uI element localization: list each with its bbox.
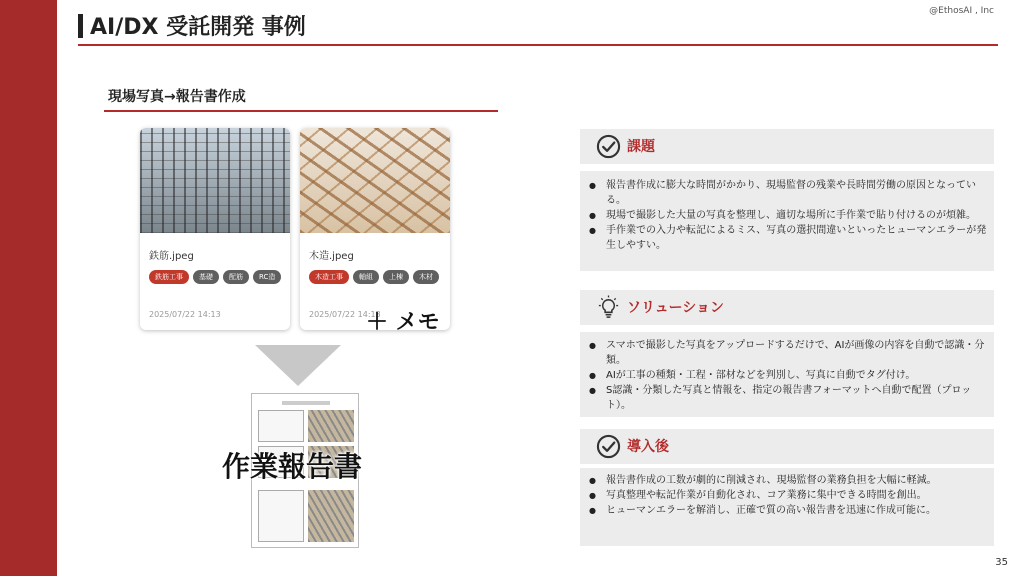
document-cell xyxy=(258,490,304,542)
slide-title: AI/DX 受託開発 事例 xyxy=(90,15,306,40)
document-header xyxy=(282,401,330,405)
document-photo xyxy=(308,410,354,442)
result-panel-header xyxy=(580,429,994,464)
section-subtitle: 現場写真→報告書作成 xyxy=(108,89,246,105)
company-name: @EthosAI , Inc xyxy=(929,6,994,16)
lightbulb-icon xyxy=(596,295,621,320)
document-cell xyxy=(258,410,304,442)
title-divider xyxy=(78,44,998,46)
photo-card-rebar[interactable] xyxy=(140,128,290,330)
tag: 木材 xyxy=(413,270,439,284)
issue-list xyxy=(580,178,994,253)
tag-list xyxy=(149,270,282,284)
rebar-photo xyxy=(140,128,290,233)
solution-panel-header xyxy=(580,290,994,325)
tag-list xyxy=(309,270,442,284)
result-panel-body xyxy=(580,468,994,546)
card-date: 2025/07/22 14:13 xyxy=(309,310,381,319)
solution-panel-title: ソリューション xyxy=(627,300,725,316)
list-item: ● 手作業での入力や転記によるミス、写真の選択間違いといったヒューマンエラーが発生しやすい。 xyxy=(580,223,994,253)
wood-frame-photo xyxy=(300,128,450,233)
result-list xyxy=(580,473,994,518)
page-number: 35 xyxy=(995,557,1008,568)
tag: 上棟 xyxy=(383,270,409,284)
issue-panel-body xyxy=(580,171,994,271)
issue-panel-header xyxy=(580,129,994,164)
photo-card-wood[interactable] xyxy=(300,128,450,330)
left-accent-bar xyxy=(0,0,57,576)
list-item: ● 現場で撮影した大量の写真を整理し、適切な場所に手作業で貼り付けるのが煩雑。 xyxy=(580,208,994,223)
list-item: ● 報告書作成に膨大な時間がかかり、現場監督の残業や長時間労働の原因となっている。 xyxy=(580,178,994,208)
list-item: ● ヒューマンエラーを解消し、正確で質の高い報告書を迅速に作成可能に。 xyxy=(580,503,994,518)
list-item: ● AIが工事の種類・工程・部材などを判別し、写真に自動でタグ付け。 xyxy=(580,368,994,383)
tag: 配筋 xyxy=(223,270,249,284)
list-item: ● 写真整理や転記作業が自動化され、コア業務に集中できる時間を創出。 xyxy=(580,488,994,503)
tag: RC造 xyxy=(253,270,281,284)
list-item: ● S認識・分類した写真と情報を、指定の報告書フォーマットへ自動で配置（プロット）。 xyxy=(580,383,994,413)
memo-label: ＋ メモ xyxy=(366,310,440,335)
card-filename: 木造.jpeg xyxy=(309,251,354,262)
subtitle-divider xyxy=(104,110,498,112)
solution-list xyxy=(580,338,994,413)
tag: 軸組 xyxy=(353,270,379,284)
solution-panel-body xyxy=(580,332,994,417)
document-photo xyxy=(308,490,354,542)
issue-panel-title: 課題 xyxy=(627,139,655,155)
tag: 木造工事 xyxy=(309,270,349,284)
card-filename: 鉄筋.jpeg xyxy=(149,251,194,262)
title-marker xyxy=(78,14,83,38)
list-item: ● スマホで撮影した写真をアップロードするだけで、AIが画像の内容を自動で認識・分類。 xyxy=(580,338,994,368)
check-circle-icon xyxy=(596,434,621,459)
result-panel-title: 導入後 xyxy=(627,439,669,455)
down-arrow-icon xyxy=(255,345,341,386)
card-date: 2025/07/22 14:13 xyxy=(149,310,221,319)
tag: 鉄筋工事 xyxy=(149,270,189,284)
check-circle-icon xyxy=(596,134,621,159)
report-label: 作業報告書 xyxy=(222,450,363,483)
list-item: ● 報告書作成の工数が劇的に削減され、現場監督の業務負担を大幅に軽減。 xyxy=(580,473,994,488)
tag: 基礎 xyxy=(193,270,219,284)
